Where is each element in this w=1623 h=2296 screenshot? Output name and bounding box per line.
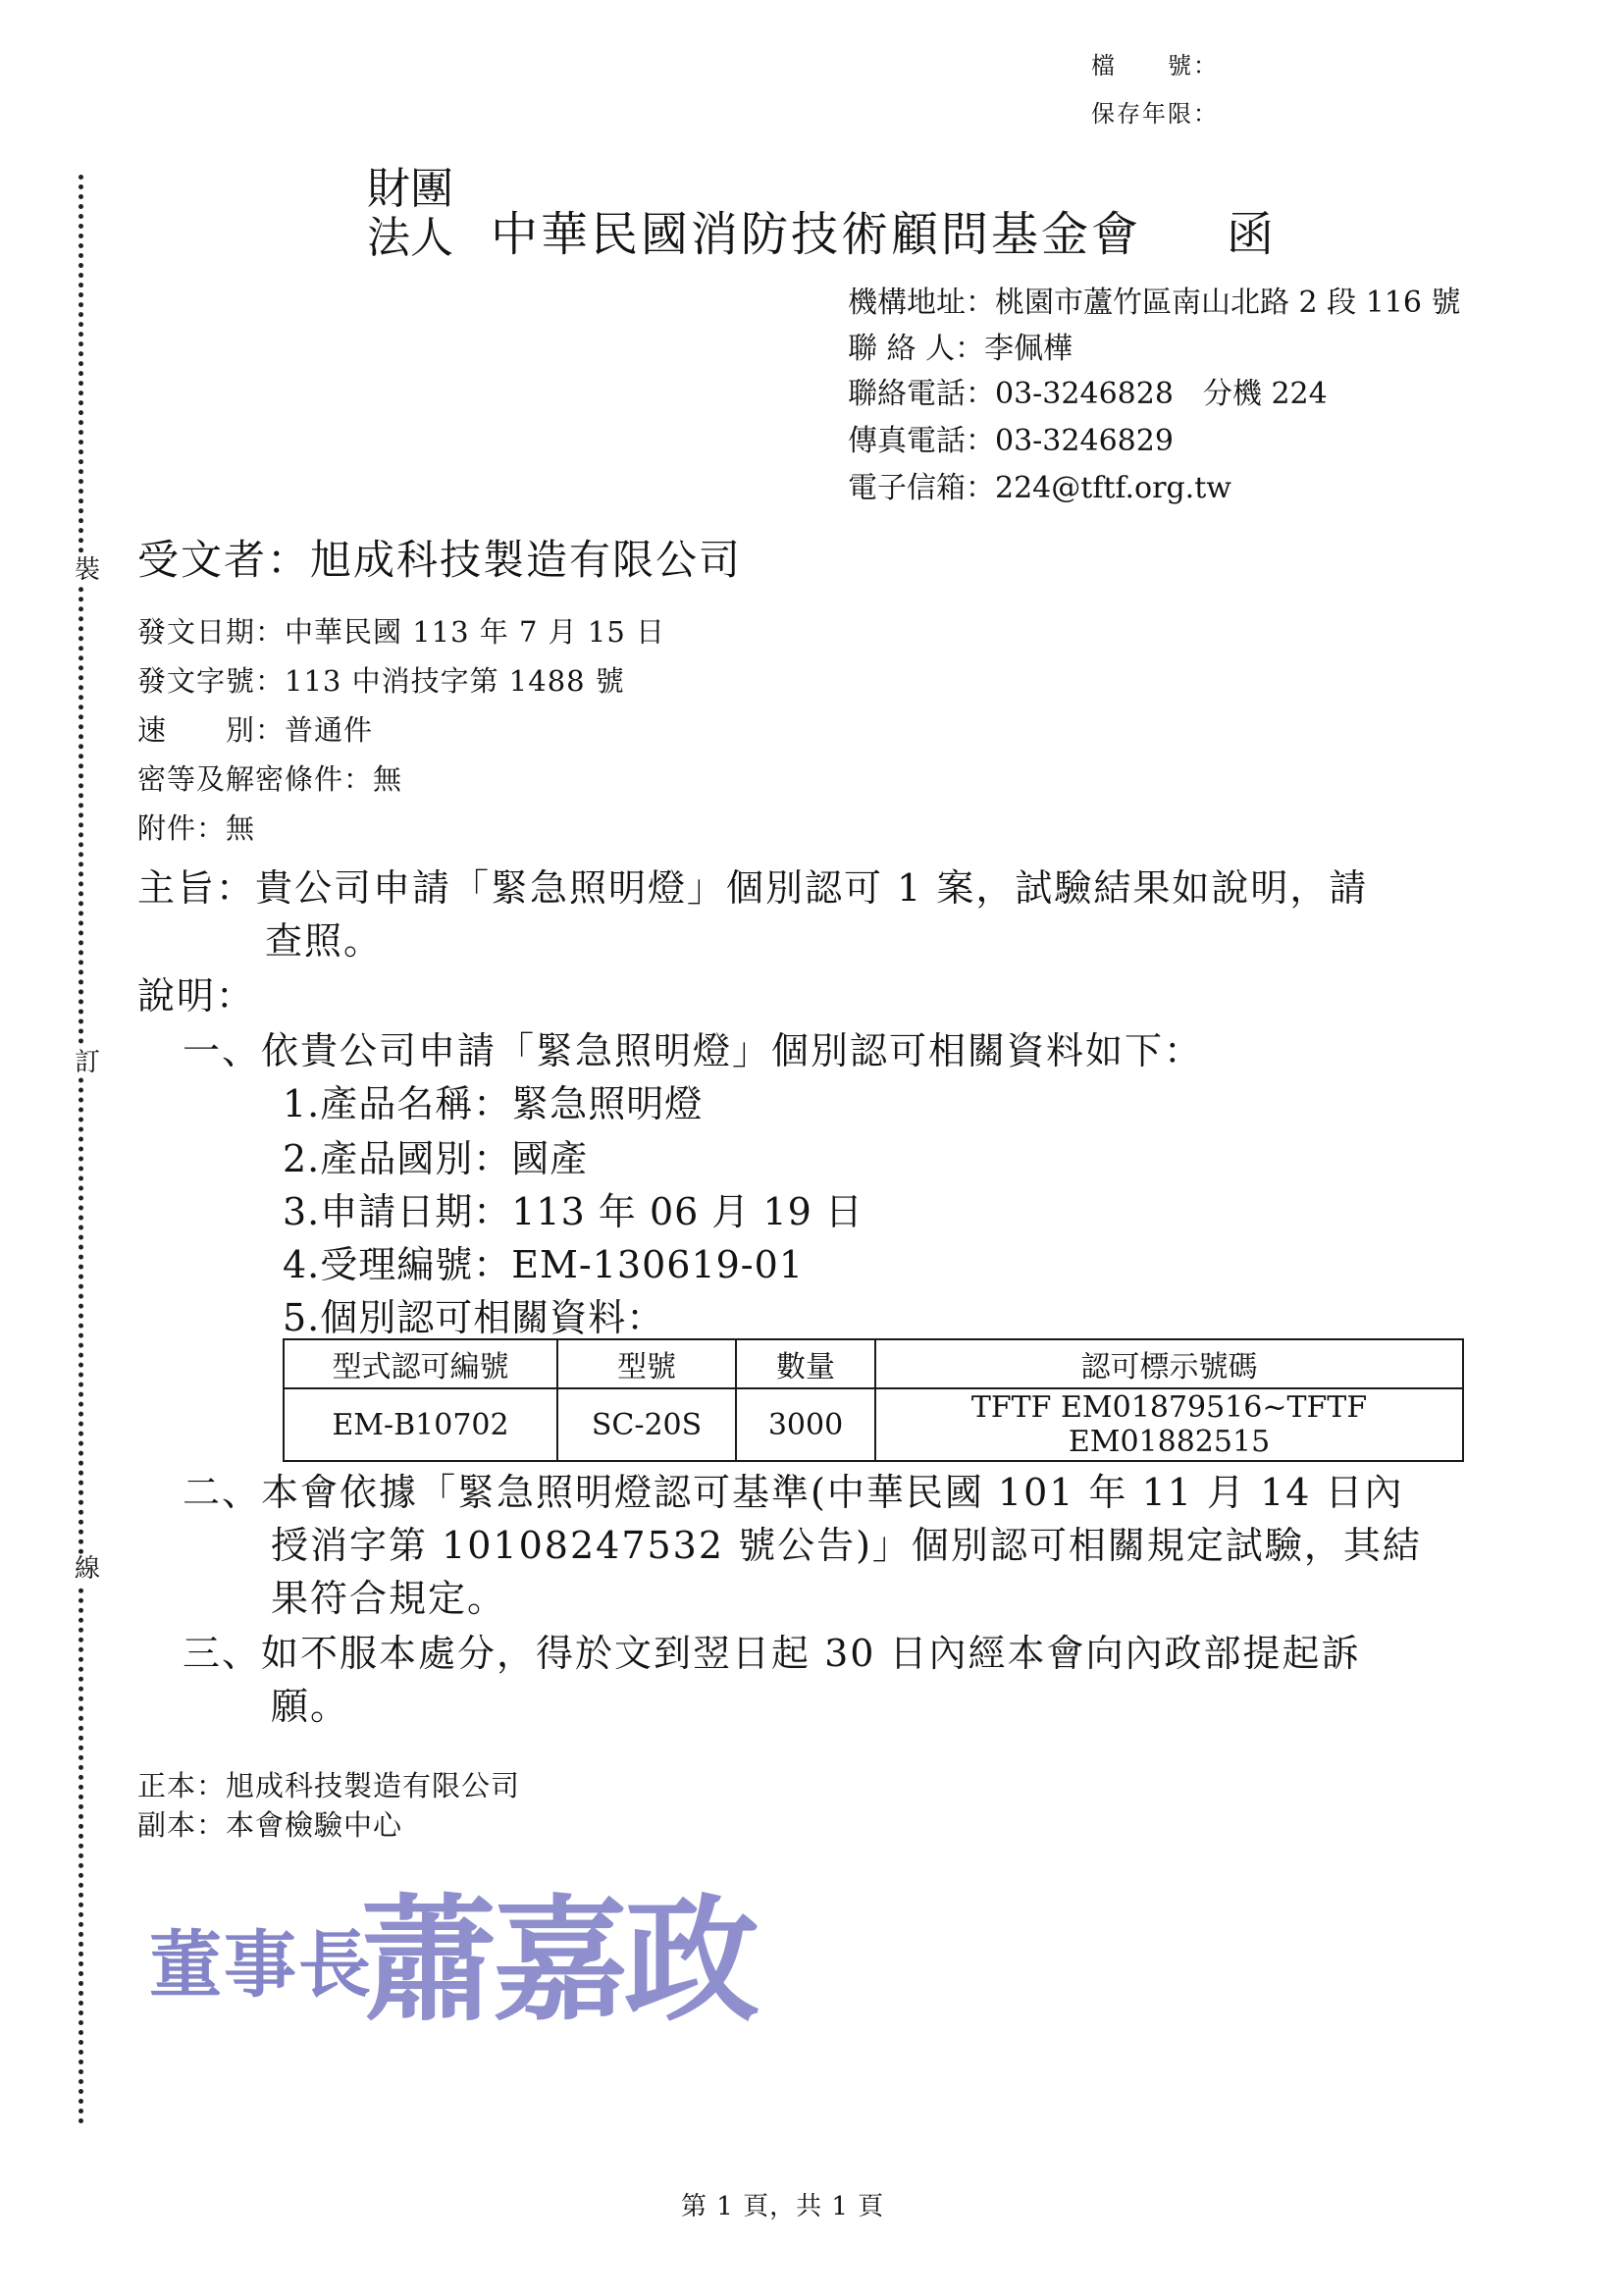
issue-date: 發文日期：中華民國 113 年 7 月 15 日: [137, 615, 666, 649]
column-header-type-approval-no: 型式認可編號: [284, 1339, 557, 1388]
explanation-item-2-line1: 二、本會依據「緊急照明燈認可基準(中華民國 101 年 11 月 14 日內: [183, 1471, 1404, 1514]
certification-data-label: 5.個別認可相關資料：: [283, 1296, 665, 1339]
cell-label-numbers: TFTF EM01879516~TFTF EM01882515: [875, 1388, 1463, 1461]
explanation-item-2-line3: 果符合規定。: [271, 1577, 507, 1620]
binding-mark-xian: 線: [75, 1554, 101, 1584]
contact-fax: 傳真電話：03-3246829: [848, 424, 1174, 458]
product-name: 1.產品名稱：緊急照明燈: [283, 1082, 704, 1125]
document-number: 發文字號：113 中消技字第 1488 號: [137, 664, 625, 698]
column-header-model: 型號: [557, 1339, 736, 1388]
file-number-label: 檔 號：: [1091, 52, 1219, 79]
copy-recipient: 副本：本會檢驗中心: [137, 1808, 403, 1842]
svg-text:蕭嘉政: 蕭嘉政: [361, 1880, 757, 2040]
binding-mark-zhuang: 裝: [75, 555, 101, 585]
table-row: [284, 1388, 1463, 1461]
chairman-seal-stamp: [147, 1864, 775, 2041]
secrecy-level: 密等及解密條件：無: [137, 762, 403, 796]
column-header-label-numbers: 認可標示號碼: [875, 1339, 1463, 1388]
cell-model: SC-20S: [557, 1388, 736, 1461]
contact-person: 聯 絡 人：李佩樺: [848, 332, 1073, 366]
explanation-item-2-line2: 授消字第 10108247532 號公告)」個別認可相關規定試驗，其結: [271, 1524, 1422, 1567]
contact-phone: 聯絡電話：03-3246828 分機 224: [848, 377, 1328, 411]
legal-entity-line2: 法人: [367, 213, 453, 263]
contact-email: 電子信箱：224@tftf.org.tw: [848, 471, 1231, 505]
binding-mark-ding: 訂: [75, 1048, 101, 1077]
certification-table: [283, 1338, 1464, 1462]
page-number: 第 1 頁，共 1 頁: [681, 2192, 885, 2221]
svg-text:董事長: 董事長: [149, 1923, 373, 2008]
acceptance-number: 4.受理編號：EM-130619-01: [283, 1243, 804, 1286]
product-origin: 2.產品國別：國產: [283, 1137, 589, 1180]
explanation-item-3-line2: 願。: [271, 1685, 350, 1728]
document-type: 函: [1227, 207, 1275, 262]
application-date: 3.申請日期：113 年 06 月 19 日: [283, 1190, 864, 1233]
table-header-row: [284, 1339, 1463, 1388]
binding-dotted-line: [79, 175, 83, 2125]
attachment: 附件：無: [137, 811, 256, 845]
contact-address: 機構地址：桃園市蘆竹區南山北路 2 段 116 號: [848, 286, 1461, 320]
explanation-heading: 說明：: [137, 974, 256, 1018]
organization-name: 中華民國消防技術顧問基金會: [491, 207, 1142, 262]
explanation-item-1: 一、依貴公司申請「緊急照明燈」個別認可相關資料如下：: [183, 1029, 1204, 1072]
recipient: 受文者：旭成科技製造有限公司: [137, 536, 743, 584]
cell-quantity: 3000: [736, 1388, 875, 1461]
subject-line2: 查照。: [265, 919, 384, 963]
legal-entity-line1: 財團: [367, 164, 453, 214]
retention-period-label: 保存年限：: [1091, 100, 1219, 128]
subject-line1: 主旨：貴公司申請「緊急照明燈」個別認可 1 案，試驗結果如說明，請: [137, 866, 1369, 910]
cell-type-approval-no: EM-B10702: [284, 1388, 557, 1461]
delivery-speed: 速 別：普通件: [137, 713, 374, 747]
original-recipient: 正本：旭成科技製造有限公司: [137, 1769, 521, 1802]
column-header-quantity: 數量: [736, 1339, 875, 1388]
explanation-item-3-line1: 三、如不服本處分，得於文到翌日起 30 日內經本會向內政部提起訴: [183, 1632, 1361, 1675]
